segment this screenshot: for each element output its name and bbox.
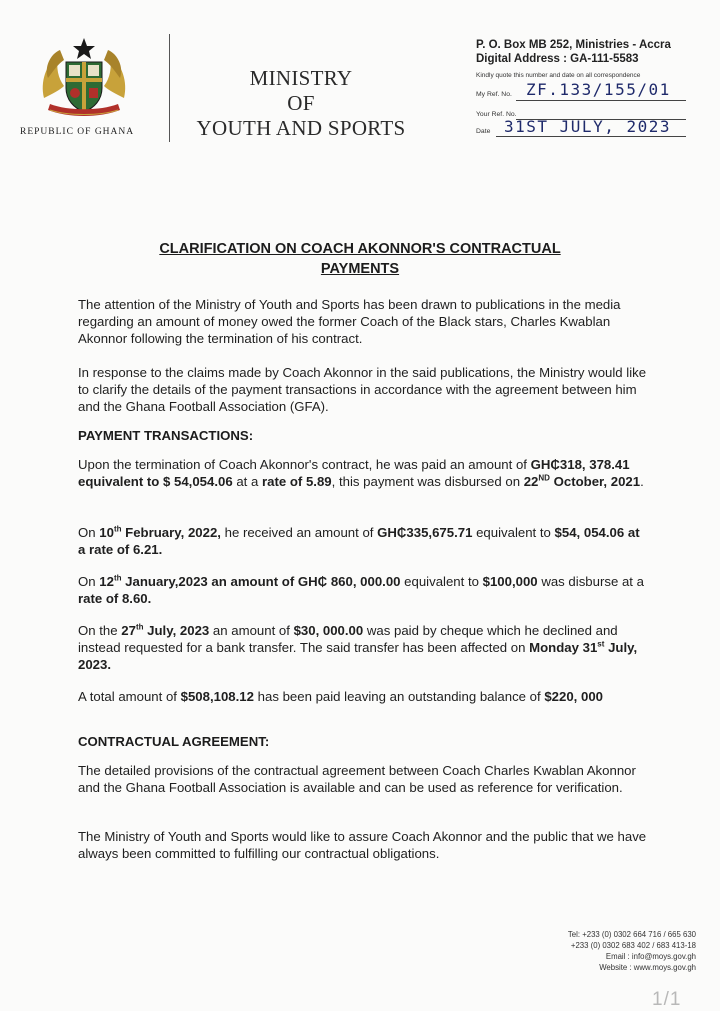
footer-website: Website : www.moys.gov.gh — [599, 963, 696, 972]
footer-tel-1: Tel: +233 (0) 0302 664 716 / 665 630 — [567, 930, 696, 939]
payment-paragraph-3: On 12th January,2023 an amount of GH₵ 860, 000.00 equivalent to $100,000 was disburse at a rate of 8.60. — [78, 573, 644, 606]
document-title — [90, 239, 630, 279]
title-line-1: CLARIFICATION ON COACH AKONNOR'S CONTRACTUAL — [159, 241, 561, 257]
page-indicator: 1/1 — [652, 989, 682, 1010]
my-ref-value: ZF.133/155/01 — [526, 80, 671, 99]
footer-email: Email : info@moys.gov.gh — [605, 952, 696, 961]
ministry-name — [176, 66, 426, 141]
ministry-line-3: YOUTH AND SPORTS — [196, 116, 406, 140]
contact-footer — [568, 929, 696, 973]
ministry-line-2: OF — [287, 91, 315, 115]
ministry-line-1: MINISTRY — [249, 66, 353, 90]
title-line-2: PAYMENTS — [320, 261, 400, 277]
intro-paragraph-1: The attention of the Ministry of Youth and Sports has been drawn to publications in the media regarding an amount of money owed the former Coach of the Black stars, Charles Kwablan Akonnor following the termination of his contract. — [78, 297, 621, 346]
my-ref-line — [516, 100, 686, 101]
digital-address: Digital Address : GA-111-5583 — [476, 53, 639, 65]
crest-caption: REPUBLIC OF GHANA — [20, 127, 135, 137]
intro-paragraph-2: In response to the claims made by Coach Akonnor in the said publications, the Ministry would like to clarify the details of the payment transactions in accordance with the agreement between him and the Ghana Football Association (GFA). — [78, 365, 647, 414]
date-label: Date — [476, 128, 491, 135]
ghana-coat-of-arms-icon — [38, 38, 130, 120]
payment-paragraph-1: Upon the termination of Coach Akonnor's contract, he was paid an amount of GH₵318, 378.41 equivalent to $ 54,054.06 at a rate of 5.89, this payment was disbursed on 22ND October, 2021. — [78, 457, 644, 489]
date-value: 31ST JULY, 2023 — [504, 117, 671, 136]
date-line — [496, 136, 686, 137]
address-block — [476, 38, 671, 66]
kindly-quote-note: Kindly quote this number and date on all correspondence — [476, 72, 641, 79]
contractual-agreement-heading: CONTRACTUAL AGREEMENT: — [78, 734, 270, 749]
header-divider — [169, 34, 170, 142]
contract-paragraph-1: The detailed provisions of the contractual agreement between Coach Charles Kwablan Akonnor and the Ghana Football Association is available and can be used as reference for verification. — [78, 763, 636, 795]
payment-transactions-heading: PAYMENT TRANSACTIONS: — [78, 428, 254, 443]
payment-paragraph-4: On the 27th July, 2023 an amount of $30, 000.00 was paid by cheque which he declined and instead requested for a bank transfer. The said transfer has been affected on Monday 31st July, 2023. — [78, 622, 638, 672]
total-paragraph: A total amount of $508,108.12 has been paid leaving an outstanding balance of $220, 000 — [78, 689, 604, 704]
your-ref-label: Your Ref. No. — [476, 111, 517, 118]
payment-paragraph-2: On 10th February, 2022, he received an amount of GH₵335,675.71 equivalent to $54, 054.06 at a rate of 6.21. — [78, 524, 640, 557]
footer-tel-2: +233 (0) 0302 683 402 / 683 413-18 — [570, 941, 696, 950]
my-ref-label: My Ref. No. — [476, 91, 512, 98]
contract-paragraph-2: The Ministry of Youth and Sports would like to assure Coach Akonnor and the public that we have always been committed to fulfilling our contractual obligations. — [78, 829, 647, 861]
po-box: P. O. Box MB 252, Ministries - Accra — [476, 39, 671, 51]
